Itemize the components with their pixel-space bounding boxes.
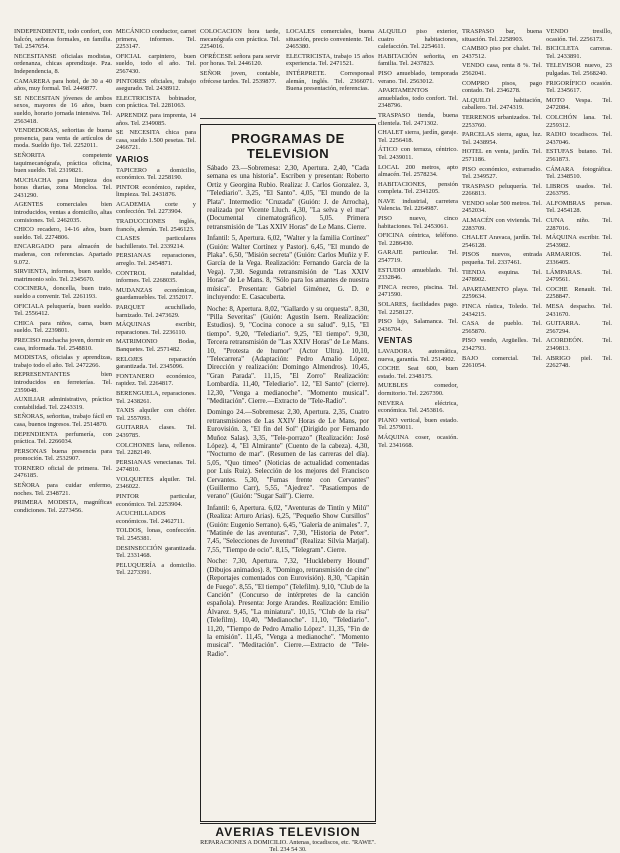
classified-ad: BERENGUELA, reparaciones. Tel. 2438261. [116,389,196,405]
classified-column-3 [200,28,280,114]
classified-ad: SIRVIENTA, informes, buen sueldo, matrimonio solo. Tel. 2345670. [14,268,112,283]
classified-ad: APRENDIZ para imprenta, 14 años. Tel. 2349085. [116,111,196,127]
classified-ad: FINCA recreo, piscina. Tel. 2471590. [378,283,458,299]
classified-ad: FRIGORÍFICO ocasión. Tel. 2345617. [546,79,612,95]
ad-list [546,28,612,370]
tv-paragraph: Infantil: 5, Apertura. 6,02, "Walter y la familia Cortínez" (Guión: Walter Cortínez y Pastor). 6,45, "El mundo de Plaka". 6,50, "Misión secreta" (Guión: Carlos Muñiz y F. García de la Vega. Realización: Fernando García de la Vega). 7,30. Segunda retransmisión de "Las XXIV Horas" de Le Mans. 8, "Sólo para los amantes de nuestra música". Presentan: Gabriel Giménez, G. D. e incluyendo: E. Casacuberta. [207,234,369,302]
classified-ad: CAMBIO piso por chalet. Tel. 2437512. [462,45,542,60]
classified-ad: ESTUFAS butano. Tel. 2561873. [546,148,612,163]
classified-ad: CASA de pueblo. Tel. 2565870. [462,320,542,335]
classified-ad: NECESITANSE oficialas modistas, ordenanza, chicas aprendizaje. Pza. Independencia, 8. [14,52,112,75]
classified-ad: CONTROL natalidad, informes. Tel. 2268035. [116,269,196,285]
tv-programs-body [201,164,375,658]
classified-ad: GUITARRA clases. Tel. 2439785. [116,424,196,439]
classified-ad: ACADEMIA corte y confección. Tel. 2273904. [116,200,196,216]
classified-ad: ALFOMBRAS persas. Tel. 2454128. [546,199,612,215]
ad-list [286,28,374,93]
classified-ad: APARTAMENTO playa. Tel. 2259634. [462,285,542,301]
tv-paragraph: Infantil: 6, Apertura. 6,02, "Aventuras de Tintín y Milú" (Realiza: Arturo Arias). 6,25, "Pequeño Show Cursillos" (Guión: Eugenio Serrano). 6,45, "Galería de animales". 7, "Matinée de las aventuras". 7,30, "Historia de Peter". 7,45, "Selecciones de Juventud" (Realiza: Silvia Marjal). 7,55, "Tiempo de ocio". 8,15, "Telegram". Cierre. [207,503,370,554]
classified-ad: TELEVISOR nuevo, 23 pulgadas. Tel. 2568240. [546,62,612,77]
classified-ad: ACUCHILLADOS económicos. Tel. 2462711. [116,510,185,525]
classified-ad: PISO nuevo, cinco habitaciones. Tel. 2453061. [378,215,458,230]
classified-ad: PARQUET acuchillado, barnizado. Tel. 2473629. [116,304,196,319]
classified-ad: DESINSECCIÓN garantizada. Tel. 2331468. [116,544,196,560]
classified-ad: PINTOR particular, económico. Tel. 2253904. [116,493,196,508]
classified-ad: PRECISO muchacha joven, dormir en casa, informada. Tel. 2548810. [14,336,112,352]
classified-ad: ABRIGO piel. Tel. 2262748. [546,354,612,370]
classified-ad: REPRESENTANTES bien introducidos en ferreterías. Tel. 2359048. [14,371,112,394]
classified-ad: ARMARIOS. Tel. 2336405. [546,251,612,267]
classified-ad: CHALET Aravaca, jardín. Tel. 2546128. [462,234,542,249]
classified-ad: MÁQUINAS escribir, reparaciones. Tel. 2236110. [116,321,196,336]
classified-ad: VOLQUETES alquiler. Tel. 2346022. [116,475,196,491]
classified-ad: TIENDA esquina. Tel. 2478902. [462,268,542,284]
classified-ad: ALQUILO piso exterior, cuatro habitaciones, calefacción. Tel. 2254611. [378,28,458,51]
classified-ad: BAJO comercial. Tel. 2261054. [462,354,542,370]
classified-ad: TAXIS alquiler con chófer. Tel. 2557093. [116,407,196,422]
classified-ad: PELUQUERÍA a domicilio. Tel. 2273391. [116,561,196,577]
classified-ad: TRADUCCIONES inglés, francés, alemán. Tel. 2546123. [116,218,196,233]
ad-list [378,348,458,449]
classified-ad: COCHE Renault. Tel. 2258847. [546,285,612,301]
classified-column-4 [286,28,374,114]
classified-ad: MECÁNICO conductor, carnet primera, informes. Tel. 2253147. [116,28,196,51]
classified-ad: OFICIAL carpintero, buen sueldo, todo el año. Tel. 2567430. [116,52,196,75]
classified-ad: TRASPASO peluquería. Tel. 2266813. [462,182,542,198]
classified-ad: TRASPASO bar, buena situación. Tel. 2258903. [462,28,542,43]
classified-ad: CLASES particulares bachillerato. Tel. 2339214. [116,235,196,250]
classified-ad: SE NECESITAN jóvenes de ambos sexos, mayores de 16 años, buen sueldo, horario jornada intensiva. Tel. 2563418. [14,94,112,125]
ad-list [200,28,280,85]
classified-ad: PARCELAS sierra, agua, luz. Tel. 2438954. [462,131,542,146]
classified-ad: PRIMERA MODISTA, magníficas condiciones. Tel. 2273456. [14,499,112,514]
classified-ad: LOCALES comerciales, buena situación, precio conveniente. Tel. 2465380. [286,28,374,51]
classified-ad: PINTORES oficiales, trabajo asegurado. Tel. 2438912. [116,77,196,93]
classified-ad: ELECTRICISTA bobinador, con práctica. Tel. 2281063. [116,94,196,110]
classified-ad: HABITACIÓN señorita, en familia. Tel. 2437823. [378,52,458,68]
tv-programs-title: PROGRAMAS DE TELEVISION [231,131,345,161]
classified-ad: VENDO solar 500 metros. Tel. 2452034. [462,199,542,215]
tv-paragraph: Domingo 24.—Sobremesa: 2,30, Apertura. 2,35, Cuatro retransmisiones de Las XXIV Horas de Le Mans, por Eurovisión. 3, "El fin del Sol" (Dirigido por Fernando Muñoz Salas). 3,35, "Tele-porrazo" (Realización: José López). 4, "El Almirante" (Cuento de la cabeza). 4,30, "Nocturno de mar". (Resumen de las carreras del día). 5,05, "Quo timeo" (Noticias de actualidad comentadas por Luis Ruiz). Selección de los mejores del Francisco Cervantes. 5,30, "Fumas frente con Cervantes" (Guillermo Carr), 5,55, "Ajedrez". "Pasatiempos de verano" (Guión: "Sugar Sail"). Cierre. [207,408,369,501]
classified-ad: COCHE Seat 600, buen estado. Tel. 2348175. [378,365,458,380]
classified-ad: INTÉRPRETE. Corresponsal alemán, inglés. Tel. 2366071. Buena presentación, referencias. [286,69,374,93]
classified-ad: COLCHONES lana, rellenos. Tel. 2282149. [116,441,196,457]
classified-ad: MUDANZAS económicas, guardamuebles. Tel. 2352017. [116,286,196,302]
classified-column-5 [378,28,458,834]
classified-ad: MODISTAS, oficialas y aprendizas, trabajo todo el año. Tel. 2472266. [14,354,112,369]
classified-ad: OFICIALA peluquería, buen sueldo. Tel. 2556412. [14,302,112,318]
section-heading-ventas: VENTAS [378,336,413,346]
classified-column-6 [462,28,542,834]
classified-ad: PISOS nuevos, entrada pequeña. Tel. 2337461. [462,251,542,267]
ad-list [116,28,196,152]
classified-ad: COLOCACION hora tarde, mecanógrafa con práctica. Tel. 2254016. [200,28,280,51]
classified-ad: AGENTES comerciales bien introducidos, ventas a domicilio, altas comisiones. Tel. 2462035. [14,201,112,224]
classified-column-2 [116,28,196,834]
classified-ad: MÁQUINA coser, ocasión. Tel. 2341668. [378,433,458,449]
divider [200,118,376,119]
averias-ad [200,823,376,853]
classified-ad: NEVERA eléctrica, económica. Tel. 2453816. [378,399,458,415]
section-heading-varios: VARIOS [116,154,150,164]
classified-ad: ELECTRICISTA, trabajo 15 años experiencia. Tel. 2471521. [286,52,374,68]
classified-ad: RELOJES reparación garantizada. Tel. 2345096. [116,355,196,371]
classified-ad: CHICA para niños, cama, buen sueldo. Tel. 2239801. [14,319,112,335]
classified-ad: PISO económico, extrarradio. Tel. 2349527. [462,165,542,181]
averias-text: REPARACIONES A DOMICILIO. Antenas, tocadiscos, etc. "RAWE". Tel. 234 54 30. [200,839,376,853]
classified-column-1 [14,28,112,834]
classified-ad: PERSIANAS venecianas. Tel. 2474810. [116,458,196,474]
averias-title: AVERIAS TELEVISION [200,823,376,839]
classified-ad: OFRÉCESE señora para servir por horas. Tel. 2446120. [200,52,280,68]
classified-ad: PIANO vertical, buen estado. Tel. 2579011. [378,416,458,432]
classified-ad: CUNA niño. Tel. 2287016. [546,217,612,232]
classified-ad: COLCHÓN lana. Tel. 2259312. [546,113,612,129]
classified-ad: TOLDOS, lonas, confección. Tel. 2545381. [116,527,196,543]
classified-ad: COMPRO pisos, pago contado. Tel. 2346278. [462,79,542,95]
classified-ad: COCINERA, doncella, buen trato, sueldo a convenir. Tel. 2261193. [14,285,112,300]
tv-paragraph: Sábado 23.—Sobremesa: 2,30, Apertura. 2,40, "Cada semana es una historia". Escriben y presentan: Roberto Ortiz y Georgina Rubio. Realiza: J. Carlos Gonzalez. 3, "Telediario". 3,25, "El Santo". 4,05, "El mundo de la Plata". Intermedio: "Cruzada" (Guión: J. de Arrocha), realizada por Vicente Lluch. 4,30, "La selva y el mar" (Documental cinematográfico). 5,05. Primera retransmisión de "Las XXIV Horas" de Le Mans. Cierre. [207,164,369,231]
classified-ad: VENDEDORAS, señoritas de buena presencia, para venta de artículos de moda. Sueldo fijo. Tel. 2252011. [14,127,112,150]
classified-ad: ESTUDIO amueblado. Tel. 2332846. [378,266,458,282]
classified-ad: SOLARES, facilidades pago. Tel. 2258127. [378,301,458,316]
classified-ad: FONTANERO económico, rapidez. Tel. 2264817. [116,372,196,388]
tv-paragraph: Noche: 7,30, Apertura. 7,32, "Huckleberry Hound" (Dibujos animados). 8, "Domingo, retransmisión de cine" (Reportajes comentados con Eurovisión). 8,30, "Capitán de Fuego". 8,55, "El tiempo" (Telefilm). 9,10, "Club de la Canción" (Concurso de intérpretes de la canción española). Presenta: Jorge Arandes. Realización: Emilio Álvarez. 9,45, "La miniatura". 10,15, "Club de la risa" (Telefilm). 10,40, "Medianoche". 11,10, "Telediario". 11,20, "Tiempo de Pedro Amalio López". 11,35, "Fin de la emisión". 11,45, "Venga a medianoche". "Momento musical". "Meditación". Cierre.—Extracto de "Tele-Radio". [207,557,369,658]
classified-ad: SEÑORA para cuidar enfermo, noches. Tel. 2348721. [14,482,112,497]
classified-ad: SEÑOR joven, contable, ofrécese tardes. Tel. 2539877. [200,69,280,85]
classified-ad: ENCARGADO para almacén de maderas, con referencias. Apartado 9.072. [14,243,112,266]
classified-ad: CAMARERA para hotel, de 30 a 40 años, muy formal. Tel. 2449877. [14,77,112,93]
classified-ad: TRASPASO tienda, buena clientela. Tel. 2471302. [378,111,458,127]
classified-ad: GUITARRA. Tel. 2567294. [546,320,612,335]
classified-ad: MÁQUINA escribir. Tel. 2543982. [546,234,612,249]
classified-ad: LIBROS usados. Tel. 2263795. [546,182,612,198]
classified-ad: VENDO tresillo, ocasión. Tel. 2256173. [546,28,612,43]
ad-list [378,28,458,333]
classified-ad: PISO lujo, Salamanca. Tel. 2436704. [378,318,458,333]
ad-list [14,28,112,514]
classified-ad: AUXILIAR administrativo, práctica contabilidad. Tel. 2243319. [14,396,112,411]
tv-programs-box [200,124,376,822]
classified-ad: PISO amueblado, temporada verano. Tel. 2563012. [378,69,458,85]
classified-ad: CHICO recadero, 14-16 años, buen sueldo. Tel. 2274806. [14,226,112,241]
classified-ad: CÁMARA fotográfica. Tel. 2348510. [546,165,612,181]
classified-ad: ACORDEÓN. Tel. 2349813. [546,337,612,352]
classified-ad: PINTOR económico, rapidez, limpieza. Tel. 2431876. [116,183,196,199]
classified-ad: BICICLETA carreras. Tel. 2433891. [546,45,612,60]
classified-ad: GARAJE particular. Tel. 2547719. [378,249,458,265]
classified-ad: TORNERO oficial de primera. Tel. 2476185. [14,464,112,480]
classified-ad: ALMACÉN con vivienda. Tel. 2283709. [462,217,542,232]
classified-ad: PERSONAS buena presencia para promoción. Tel. 2532907. [14,447,112,463]
classified-ad: ALQUILO habitación, caballero. Tel. 2474319. [462,96,542,112]
classified-ad: TERRENOS urbanizados. Tel. 2253760. [462,113,542,129]
classified-ad: APARTAMENTOS amueblados, todo confort. Tel. 2348796. [378,87,458,110]
tv-paragraph: Noche: 8, Apertura. 8,02, "Gallardo y su orquesta". 8,30, "Pilla Severitas" (Guión: Agustín Isern. Realización: Estudios). 9, "Cocina conoce a su salud". 9,15, "El tiempo". 9,20, "Telediario". 9,25, "El tiempo". 9,30, Tercera retransmisión de "Las XXIV Horas" de Le Mans. 10, "Protesta de humor" (Actor Ultra). 10,10, "Telecarrera" (Adaptación: Pedro Amalio López. Dirección y realización: Domingo Almendros). 10,45, "Gran Parada". 11,15, "El Zorro" Realización: Lombardía. 11,40, "Telediario". 12, "El Santo" (cierre). 12,30, "Venga a medianoche". "Momento musical". "Meditación". Cierre.—Extracto de "Tele-Radio". [207,304,369,405]
classified-ad: SEÑORITA competente taquimecanógrafa, práctica oficina, buen sueldo. Tel. 2319821. [14,151,112,175]
classified-ad: RADIO tocadiscos. Tel. 2437046. [546,131,612,146]
classified-ad: MATRIMONIO Bodas, Banquetes. Tel. 2571482. [116,338,196,353]
classified-ad: MUCHACHA para limpieza dos horas diarias, zona Moncloa. Tel. 2431290. [14,176,112,199]
ad-list [116,167,196,578]
classified-ad: SEÑORAS, señoritas, trabajo fácil en casa, buenos ingresos. Tel. 2514870. [14,413,112,428]
classified-ad: LÁMPARAS. Tel. 2479561. [546,268,612,284]
classified-ad: SE NECESITA chica para casa, sueldo 1.500 pesetas. Tel. 2466721. [116,129,196,152]
ad-list [462,28,542,370]
classified-column-7 [546,28,612,834]
classified-ad: CHALET sierra, jardín, garaje. Tel. 2256418. [378,129,458,144]
classified-ad: ÁTICO con terraza, céntrico. Tel. 2439011. [378,146,458,161]
classified-ad: PISO vendo, Argüelles. Tel. 2342793. [462,337,542,352]
classified-ad: LAVADORA automática, nueva, garantía. Tel. 2514902. [378,347,458,363]
classified-ad: INDEPENDIENTE, todo confort, con balcón, señoras formales, en familia. Tel. 2547654. [14,28,112,51]
classified-ad: MESA despacho. Tel. 2431670. [546,303,612,318]
classified-ad: NAVE industrial, carretera Valencia. Tel. 2264987. [378,197,458,213]
classified-ad: FINCA rústica, Toledo. Tel. 2434215. [462,303,542,318]
classified-ad: MUEBLES comedor, dormitorio. Tel. 2267390. [378,382,458,397]
classified-ad: PERSIANAS reparaciones, arreglo. Tel. 2454871. [116,252,196,268]
classified-ad: LOCAL 200 metros, apto almacén. Tel. 2578234. [378,163,458,179]
classified-ad: HOTEL en venta, jardín. Tel. 2571186. [462,148,542,163]
classified-ad: MOTO Vespa. Tel. 2472084. [546,96,612,112]
classified-ad: OFICINA céntrica, teléfono. Tel. 2286430. [378,232,458,247]
classified-ad: HABITACIONES, pensión completa. Tel. 2341205. [378,180,458,196]
classified-ad: TAPICERO a domicilio, económico. Tel. 2258190. [116,166,196,182]
classified-ad: VENDO casa, renta 8 %. Tel. 2562041. [462,62,542,77]
classified-ad: DEPENDIENTA perfumería, con práctica. Tel. 2266034. [14,430,112,446]
